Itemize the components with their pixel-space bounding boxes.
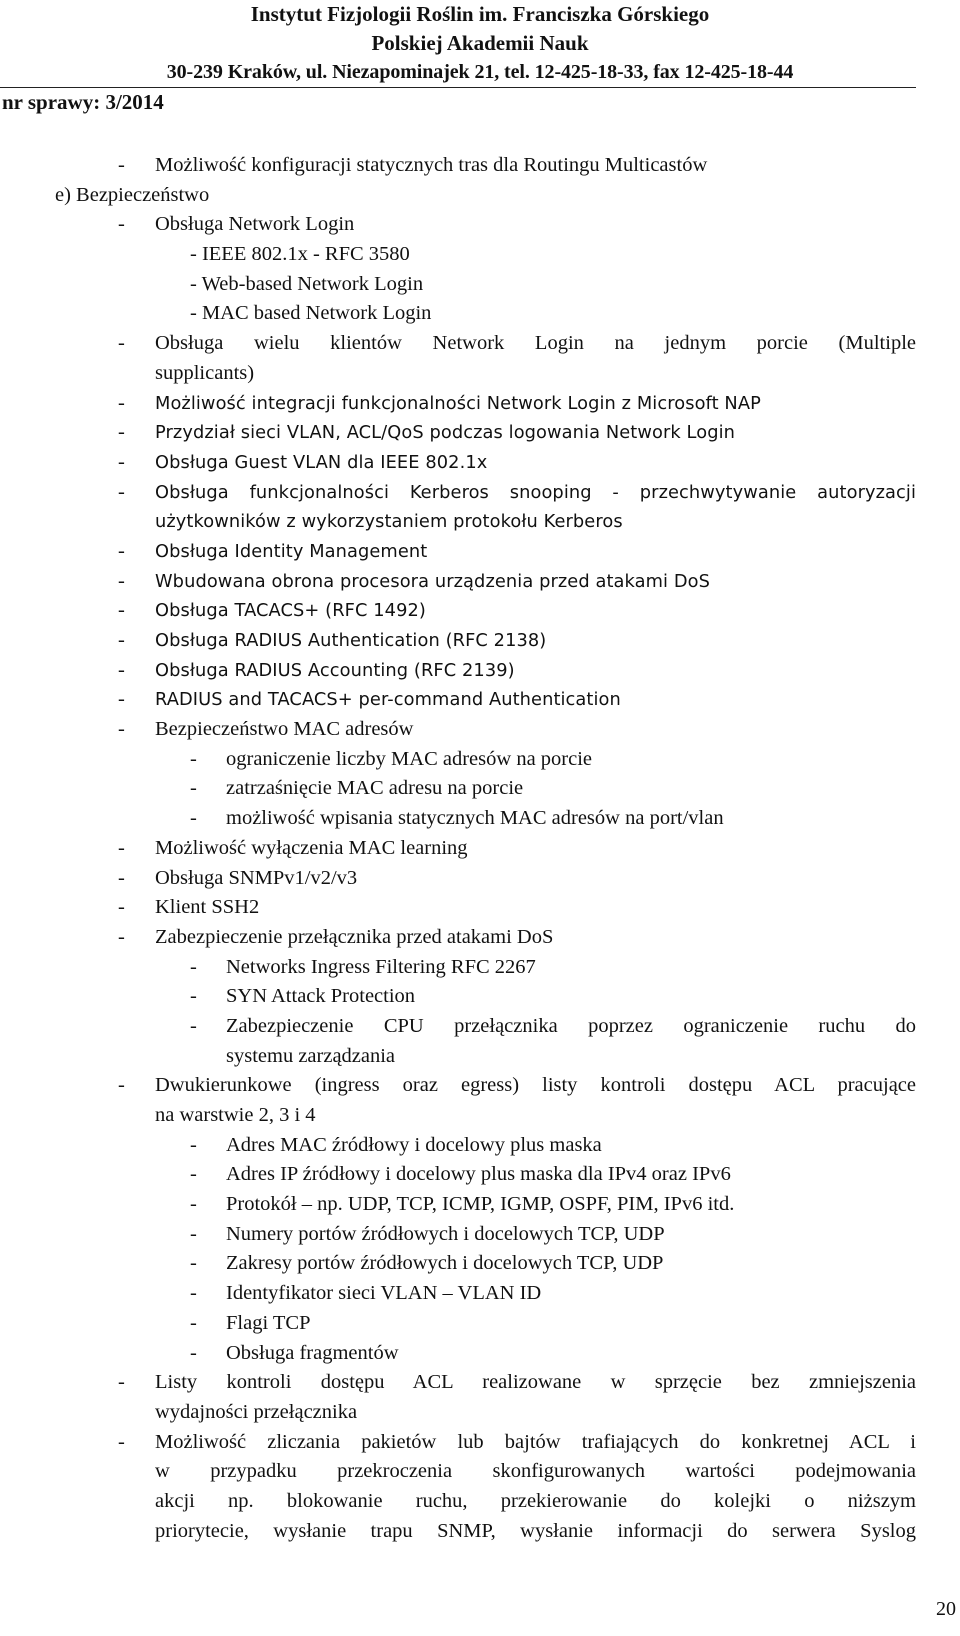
list-item-text: Obsługa Network Login (155, 213, 355, 236)
document-line (0, 923, 960, 953)
document-line (0, 1012, 960, 1042)
document-line (0, 1487, 960, 1517)
list-item-text: Listy kontroli dostępu ACL realizowane w sprzęcie bez zmniejszenia (155, 1371, 916, 1394)
list-dash: - (118, 658, 125, 681)
list-dash: - (118, 836, 125, 859)
institute-address: 30-239 Kraków, ul. Niezapominajek 21, tel. 12-425-18-33, fax 12-425-18-44 (166, 61, 794, 83)
document-line (0, 834, 960, 864)
list-dash: - (118, 599, 125, 622)
document-body (0, 151, 960, 1546)
document-line (0, 567, 960, 597)
list-dash: - (118, 213, 125, 236)
list-item-text: Obsługa funkcjonalności Kerberos snooping - przechwytywanie autoryzacji (155, 481, 916, 503)
list-item-text: wydajności przełącznika (155, 1400, 358, 1423)
list-dash: - (190, 777, 197, 800)
document-line (0, 270, 960, 300)
document-line (0, 685, 960, 715)
list-dash: - (118, 391, 125, 414)
document-line (0, 626, 960, 656)
academy-name: Polskiej Akademii Nauk (371, 31, 589, 55)
list-item-text: użytkowników z wykorzystaniem protokołu Kerberos (155, 511, 623, 533)
document-line (0, 774, 960, 804)
document-line (0, 1101, 960, 1131)
list-item-text: Dwukierunkowe (ingress oraz egress) listy kontroli dostępu ACL pracujące (155, 1074, 916, 1097)
document-line (0, 745, 960, 775)
list-item-text: Zabezpieczenie CPU przełącznika poprzez ograniczenie ruchu do (226, 1014, 916, 1037)
document-line (0, 1042, 960, 1072)
list-dash: - (118, 718, 125, 741)
list-dash: - (190, 955, 197, 978)
list-dash: - (118, 925, 125, 948)
document-line (0, 418, 960, 448)
list-item-text: - IEEE 802.1x - RFC 3580 (190, 243, 410, 266)
document-line (0, 982, 960, 1012)
list-dash: - (118, 866, 125, 889)
document-line (0, 804, 960, 834)
list-dash: - (118, 539, 125, 562)
list-item-text: Identyfikator sieci VLAN – VLAN ID (226, 1282, 542, 1305)
list-dash: - (190, 1133, 197, 1156)
list-item-text: Obsługa Identity Management (155, 540, 428, 562)
list-item-text: systemu zarządzania (226, 1044, 396, 1067)
list-item-text: Obsługa RADIUS Authentication (RFC 2138) (155, 630, 547, 651)
list-item-text: Obsługa fragmentów (226, 1341, 399, 1364)
list-dash: - (118, 1074, 125, 1097)
document-line (0, 656, 960, 686)
list-item-text: supplicants) (155, 361, 255, 384)
list-dash: - (190, 1311, 197, 1334)
list-dash: - (118, 480, 125, 503)
list-dash: - (190, 1193, 197, 1216)
list-item-text: Wbudowana obrona procesora urządzenia przed atakami DoS (155, 570, 710, 592)
list-item-text: Adres IP źródłowy i docelowy plus maska dla IPv4 oraz IPv6 (226, 1163, 731, 1186)
document-line (0, 507, 960, 537)
list-item-text: Networks Ingress Filtering RFC 2267 (226, 955, 536, 978)
list-item-text: Zabezpieczenie przełącznika przed atakami DoS (155, 925, 554, 948)
case-number: nr sprawy: 3/2014 (2, 90, 164, 114)
document-line (0, 1309, 960, 1339)
list-dash: - (190, 1222, 197, 1245)
list-dash: - (118, 332, 125, 355)
list-item-text: Możliwość integracji funkcjonalności Network Login z Microsoft NAP (155, 392, 761, 414)
list-item-text: Zakresy portów źródłowych i docelowych TCP, UDP (226, 1252, 664, 1275)
document-line (0, 359, 960, 389)
document-line (0, 1517, 960, 1547)
list-item-text: Adres MAC źródłowy i docelowy plus maska (226, 1133, 602, 1156)
list-dash: - (190, 1282, 197, 1305)
list-item-text: Numery portów źródłowych i docelowych TCP, UDP (226, 1222, 665, 1245)
document-line (0, 1160, 960, 1190)
document-line (0, 299, 960, 329)
list-dash: - (118, 154, 125, 176)
document-line (0, 210, 960, 240)
list-item-text: akcji np. blokowanie ruchu, przekierowanie do kolejki o niższym (155, 1489, 916, 1512)
document-line (0, 893, 960, 923)
document-line (0, 864, 960, 894)
list-dash: - (118, 569, 125, 592)
list-item-text: ograniczenie liczby MAC adresów na porcie (226, 747, 593, 770)
list-item-text: - Web-based Network Login (190, 272, 424, 295)
document-line (0, 1339, 960, 1369)
list-item-text: Przydział sieci VLAN, ACL/QoS podczas logowania Network Login (155, 422, 735, 444)
list-item-text: Obsługa Guest VLAN dla IEEE 802.1x (155, 451, 488, 473)
list-item-text: zatrzaśnięcie MAC adresu na porcie (226, 777, 524, 800)
list-item-text: Możliwość wyłączenia MAC learning (155, 836, 468, 859)
document-line (0, 1220, 960, 1250)
list-item-text: SYN Attack Protection (226, 985, 416, 1008)
list-item-text: Klient SSH2 (155, 896, 260, 919)
document-line (0, 1249, 960, 1279)
document-line (0, 1071, 960, 1101)
list-item-text: Protokół – np. UDP, TCP, ICMP, IGMP, OSPF, PIM, IPv6 itd. (226, 1193, 735, 1216)
list-dash: - (190, 1341, 197, 1364)
document-line (0, 1190, 960, 1220)
list-item-text: Obsługa RADIUS Accounting (RFC 2139) (155, 659, 515, 681)
list-item-text: w przypadku przekroczenia skonfigurowanych wartości podejmowania (155, 1460, 916, 1483)
document-line (0, 448, 960, 478)
document-line (0, 389, 960, 419)
list-item-text: - MAC based Network Login (190, 302, 432, 325)
document-line (0, 953, 960, 983)
document-line (0, 715, 960, 745)
list-item-text: priorytecie, wysłanie trapu SNMP, wysłanie informacji do serwera Syslog (155, 1519, 916, 1542)
list-dash: - (118, 896, 125, 919)
document-line (0, 1368, 960, 1398)
list-dash: - (118, 629, 125, 651)
page-number: 20 (936, 1598, 956, 1620)
document-header (0, 0, 960, 87)
document-line (0, 1428, 960, 1458)
list-dash: - (118, 688, 125, 711)
document-line (0, 240, 960, 270)
document-line (0, 478, 960, 508)
list-item-text: Możliwość zliczania pakietów lub bajtów trafiających do konkretnej ACL i (155, 1430, 916, 1453)
list-item-text: Obsługa wielu klientów Network Login na jednym porcie (Multiple (155, 332, 916, 355)
list-item-text: RADIUS and TACACS+ per-command Authentication (155, 689, 621, 711)
document-line (0, 151, 960, 181)
document-line (0, 329, 960, 359)
list-dash: - (118, 1430, 125, 1453)
list-dash: - (190, 1252, 197, 1275)
list-dash: - (118, 421, 125, 444)
list-item-text: Możliwość konfiguracji statycznych tras dla Routingu Multicastów (155, 154, 708, 176)
list-item-text: Flagi TCP (226, 1311, 311, 1334)
list-item-text: Bezpieczeństwo MAC adresów (155, 718, 414, 741)
document-line (0, 1457, 960, 1487)
document-line (0, 1279, 960, 1309)
document-line (0, 537, 960, 567)
list-item-text: e) Bezpieczeństwo (55, 183, 210, 206)
list-dash: - (190, 747, 197, 770)
list-dash: - (190, 807, 197, 830)
list-dash: - (190, 985, 197, 1008)
list-dash: - (118, 1371, 125, 1394)
institute-name: Instytut Fizjologii Roślin im. Franciszka Górskiego (250, 2, 710, 26)
list-item-text: Obsługa SNMPv1/v2/v3 (155, 866, 358, 889)
list-item-text: możliwość wpisania statycznych MAC adresów na port/vlan (226, 807, 724, 830)
list-dash: - (190, 1163, 197, 1186)
document-line (0, 1131, 960, 1161)
list-item-text: Obsługa TACACS+ (RFC 1492) (155, 600, 426, 622)
document-line (0, 596, 960, 626)
document-line (0, 1398, 960, 1428)
document-line (0, 181, 960, 211)
list-dash: - (190, 1014, 197, 1037)
list-dash: - (118, 450, 125, 473)
list-item-text: na warstwie 2, 3 i 4 (155, 1104, 316, 1126)
